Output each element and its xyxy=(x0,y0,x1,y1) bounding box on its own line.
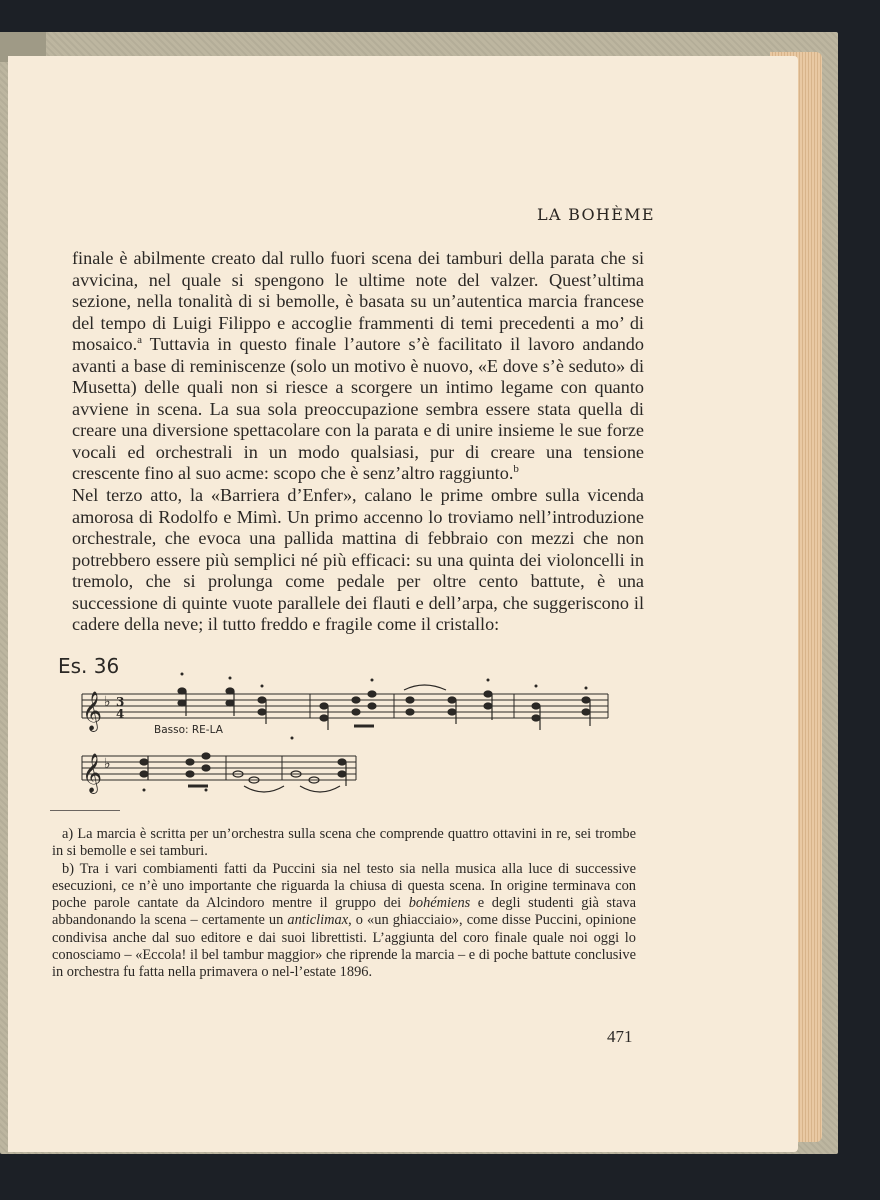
page-number: 471 xyxy=(607,1027,633,1046)
svg-text:𝄞: 𝄞 xyxy=(82,691,103,731)
paragraph-2-text: Nel terzo atto, la «Barriera d’Enfer», calano le prime ombre sulla vicenda amorosa di Rodolfo e Mimì. Un primo accenno lo troviamo nell’introduzione orchestrale, che evoca una pallida mattina di febbraio con mezzi che non potrebbero essere più semplici né più efficaci: su una quinta dei violoncelli in tremolo, che si prolunga come pedale per oltre cento battute, è una successione di quinte vuote parallele dei flauti e dell’arpa, che suggeriscono il cadere della neve; il tutto freddo e fragile come il cristallo: xyxy=(72,485,644,635)
footnote-b-text-1: Tra i vari combiamenti fatti da Puccini sia nel testo sia nella musica alla luce di successive esecuzioni, ce n’è uno importante che riguarda la chiusa di questa scena. In origine terminava con poche parole cantate da Alcindoro mentre il gruppo dei xyxy=(52,860,636,912)
footnote-rule xyxy=(50,810,120,811)
svg-text:3: 3 xyxy=(116,695,125,709)
svg-text:♭: ♭ xyxy=(104,756,111,772)
body-text xyxy=(72,248,644,636)
footnote-b-italic-1: bohémiens xyxy=(408,895,471,912)
footnote-b-text-2: e degli studenti già stava abbandonando la scena – certamente un xyxy=(52,895,636,929)
footnotes xyxy=(52,826,636,982)
running-head: LA BOHÈME xyxy=(537,205,655,224)
svg-text:𝄞: 𝄞 xyxy=(82,753,103,793)
paragraph-1-text-b: Tuttavia in questo finale l’autore s’è facilitato il lavoro andando avanti a base di reminiscenze (solo un motivo è nuovo, «E dove s’è seduto» di Musetta) delle quali non si riesce a scorgere un intimo legame con quanto avviene in scena. La sua sola preoccupazione sembra essere stata quella di creare una diversione spettacolare con la parata e di unire insieme le sue forze vocali ed orchestrali in un modo qualsiasi, pur di creare una tensione crescente fino al suo acme: scopo che è senz’altro raggiunto. xyxy=(72,334,644,484)
bass-note-label: Basso: RE-LA xyxy=(154,724,223,736)
note-a-ref: a xyxy=(137,334,143,347)
example-label: Es. 36 xyxy=(58,654,120,678)
note-b-ref: b xyxy=(513,463,519,476)
svg-text:4: 4 xyxy=(116,707,125,721)
footnote-b xyxy=(52,861,636,982)
footnote-b-italic-2: anticlimax xyxy=(287,912,349,929)
music-example xyxy=(74,666,614,806)
paragraph-1 xyxy=(72,248,644,485)
paragraph-1-text: finale è abilmente creato dal rullo fuori scena dei tamburi della parata che si avvicina, nel quale si spengono le ultime note del valzer. Quest’ultima sezione, nella tonalità di si bemolle, è basata su un’autentica marcia francese del tempo di Luigi Filippo e accoglie frammenti di temi precedenti a mo’ di mosaico. xyxy=(72,248,644,355)
svg-text:♭: ♭ xyxy=(104,694,111,710)
footnote-a-text: La marcia è scritta per un’orchestra sulla scena che comprende quattro ottavini in re, sei trombe in si bemolle e sei tamburi. xyxy=(52,826,636,860)
footnote-b-text-3: , o «un ghiacciaio», come disse Puccini, opinione condivisa anche dal suo editore e dai suoi librettisti. L’aggiunta del coro finale quale noi oggi lo conosciamo – «Eccola! il bel tambur maggior» che riprende la marcia – e di poche battute conclusive in orchestra fu fatta nella primavera o nel-l’estate 1896. xyxy=(52,912,636,981)
paragraph-2 xyxy=(72,485,644,636)
footnote-a-marker: a) xyxy=(62,826,74,842)
footnote-b-marker: b) xyxy=(62,860,74,877)
footnote-a xyxy=(52,826,636,861)
